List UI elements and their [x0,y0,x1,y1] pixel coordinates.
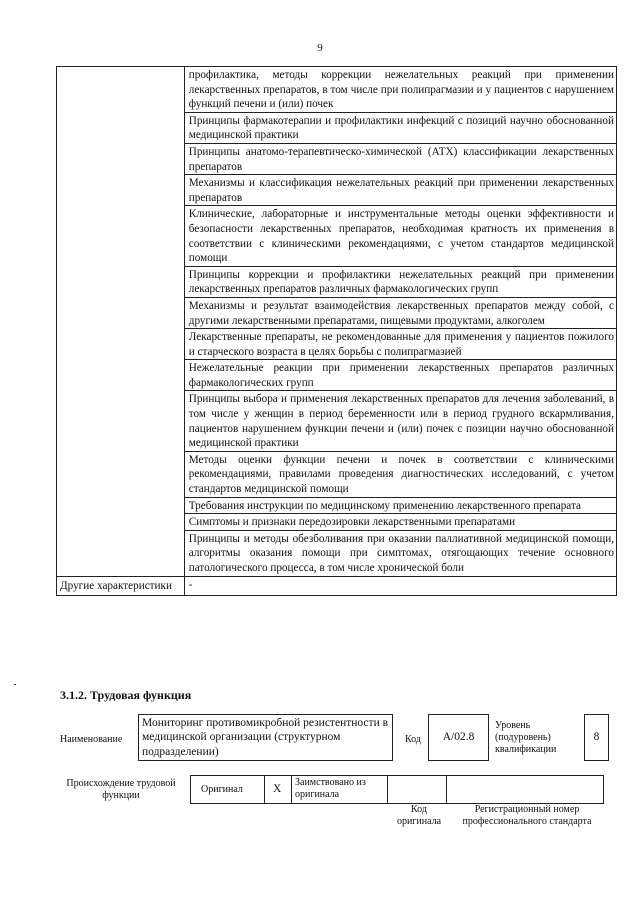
knowledge-row: Принципы фармакотерапии и профилактики инфекций с позиций научно обоснованной медицинской практики [184,112,616,143]
knowledge-row: Принципы коррекции и профилактики нежелательных реакций при применении лекарственных препаратов различных фармакологических групп [184,266,616,297]
other-characteristics-value: - [184,576,616,596]
knowledge-row: Принципы выбора и применения лекарственных препаратов для лечения заболеваний, в том числе у женщин в период беременности или в период грудного вскармливания, пациентов нарушением функции печени и (или) почек с позиции научно обоснованной медицинской практики [184,391,616,451]
code-original-label: Код оригинала [396,804,442,827]
level-label: Уровень (подуровень) квалификации [495,720,557,755]
borrowed-label: Заимствовано из оригинала [295,777,366,800]
reg-number-label: Регистрационный номер профессионального стандарта [462,804,592,827]
other-characteristics-label: Другие характеристики [57,576,185,596]
code-label: Код [405,734,421,745]
margin-mark [14,684,16,685]
code-value-box [428,714,489,761]
knowledge-row: профилактика, методы коррекции нежелательных реакций при применении лекарственных препаратов, в том числе при полипрагмазии и у пациентов с нарушением функций печени и (или) почек [184,67,616,113]
knowledge-row: Принципы анатомо-терапевтическо-химической (АТХ) классификации лекарственных препаратов [184,143,616,174]
name-value-box [138,714,393,761]
knowledge-row: Механизмы и классификация нежелательных реакций при применении лекарственных препаратов [184,175,616,206]
knowledge-row: Механизмы и результат взаимодействия лекарственных препаратов между собой, с другими лекарственными препаратами, пищевыми продуктами, алкоголем [184,297,616,328]
knowledge-row: Клинические, лабораторные и инструментальные методы оценки эффективности и безопасности лекарственных препаратов, необходимая кратность их применения в соответствии с клиническими рекомендациями, с учетом стандартов медицинской помощи [184,206,616,266]
level-value-box [584,714,609,761]
divider [291,776,292,803]
knowledge-row: Лекарственные препараты, не рекомендованные для применения у пациентов пожилого и старческого возраста в целях борьбы с полипрагмазией [184,329,616,360]
knowledge-row: Принципы и методы обезболивания при оказании паллиативной медицинской помощи, алгоритмы оказания помощи при симптомах, отягощающих течение основного патологического процесса, в том числе хронической боли [184,530,616,576]
origin-box [190,775,604,804]
name-label: Наименование [60,734,123,745]
knowledge-row: Методы оценки функции печени и почек в соответствии с клиническими рекомендациями, правилами проведения диагностических исследований, с учетом стандартов медицинской помощи [184,451,616,497]
knowledge-label-cell [57,67,185,577]
divider [387,776,388,803]
divider [264,776,265,803]
divider [446,776,447,803]
section-title: 3.1.2. Трудовая функция [60,688,192,702]
knowledge-row: Требования инструкции по медицинскому применению лекарственного препарата [184,497,616,514]
name-value: Мониторинг противомикробной резистентности в медицинской организации (структурном подразделении) [142,717,389,758]
knowledge-row: Симптомы и признаки передозировки лекарственными препаратами [184,514,616,531]
code-value: A/02.8 [442,731,475,744]
original-mark: X [273,783,282,795]
original-label: Оригинал [201,784,243,795]
level-value: 8 [593,731,600,744]
page-number: 9 [317,42,323,54]
origin-label: Происхождение трудовой функции [66,778,176,801]
knowledge-row: Нежелательные реакции при применении лекарственных препаратов различных фармакологических групп [184,360,616,391]
knowledge-table [56,66,617,596]
